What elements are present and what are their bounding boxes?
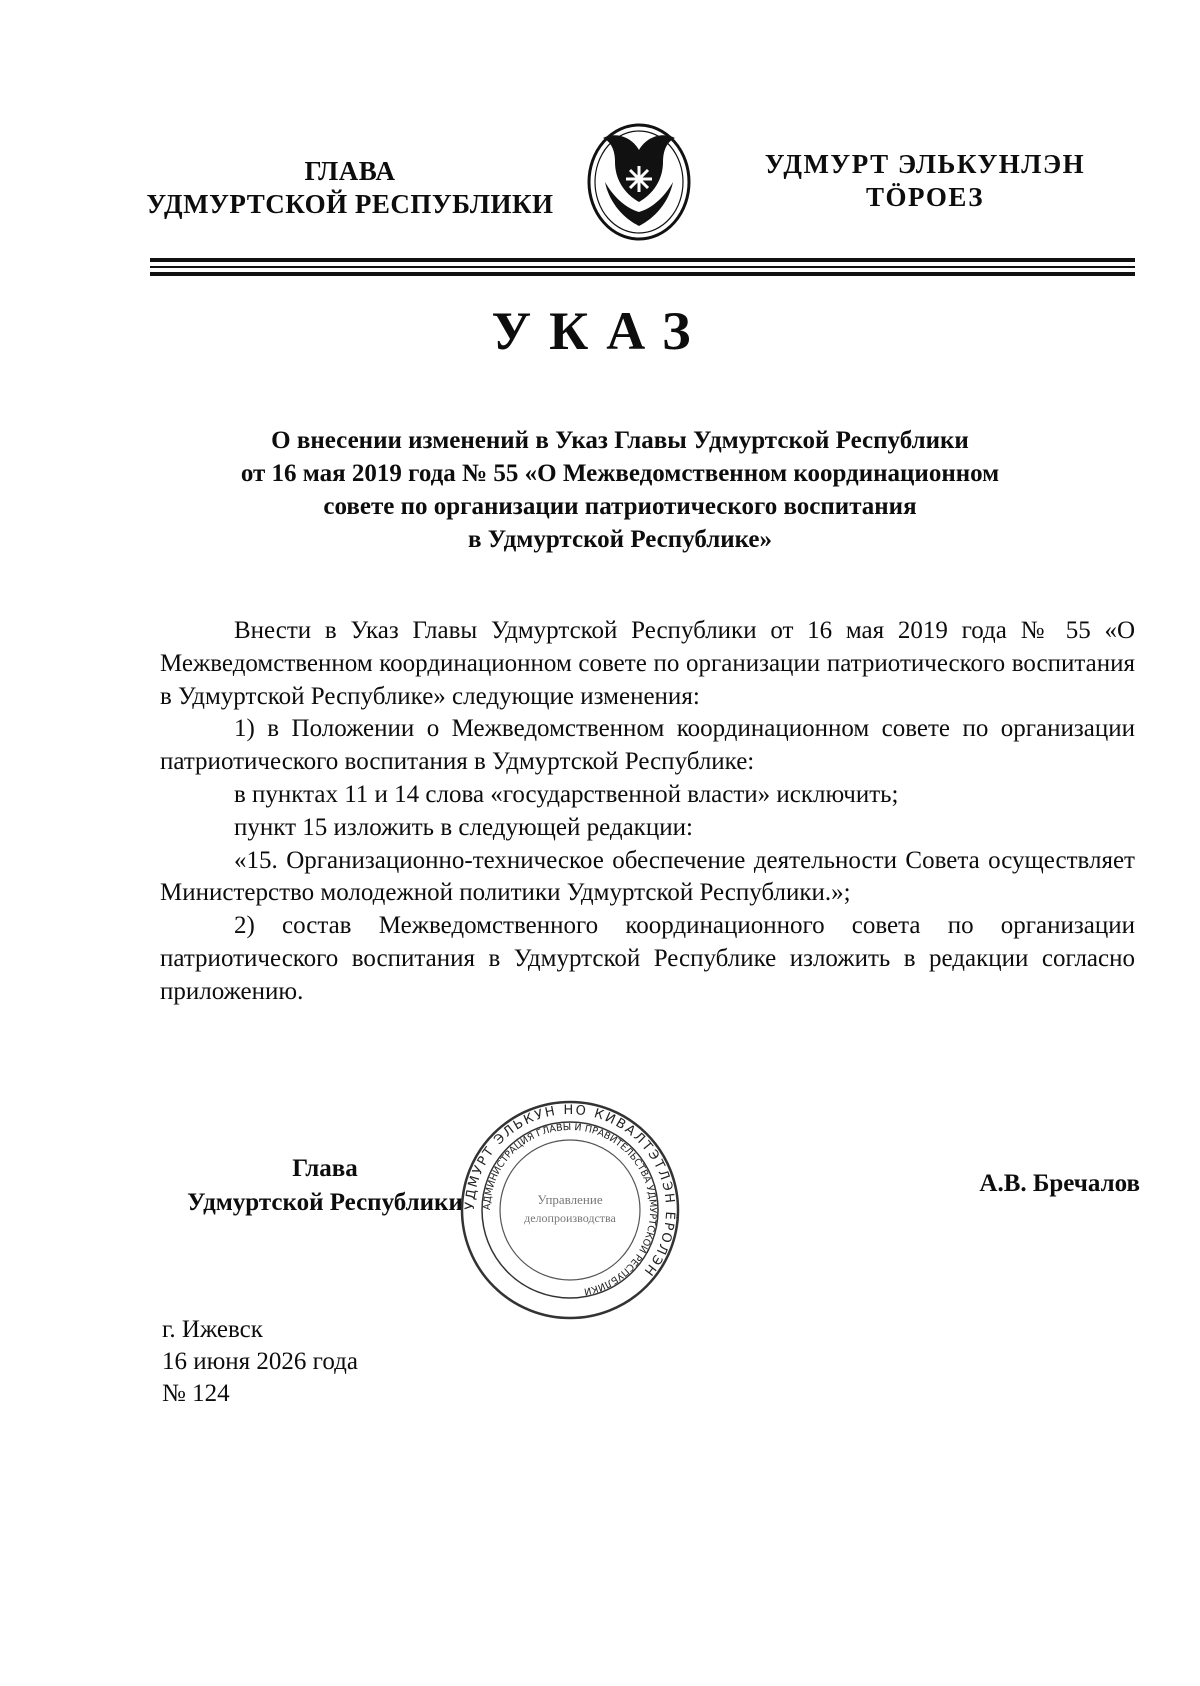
footer-city: г. Ижевск	[162, 1316, 263, 1343]
document-title: УКАЗ	[491, 301, 709, 361]
signatory-position-line2: Удмуртской Республики	[187, 1189, 463, 1216]
subject-line-4: в Удмуртской Республике»	[467, 526, 773, 553]
header-rule-thick-top	[150, 258, 1135, 262]
body-paragraph-intro: Внести в Указ Главы Удмуртской Республики от 16 мая 2019 года № 55 «О Межведомственном координационном совете по организации патриотического воспитания в Удмуртской Республике» следующие изменения:	[160, 617, 1135, 710]
svg-text:АДМИНИСТРАЦИЯ ГЛАВЫ И ПРАВИТЕЛ	[482, 1122, 658, 1297]
stamp-outer-text: УДМУРТ ЭЛЬКУН НО КИВАЛТЭТЛЭН ЁРОЛЭН	[462, 1102, 678, 1280]
document-body	[160, 615, 1135, 1009]
signatory-position-line1: Глава	[292, 1155, 358, 1182]
header-left-line2: УДМУРТСКОЙ РЕСПУБЛИКИ	[146, 189, 554, 219]
header-left-line1: ГЛАВА	[304, 156, 396, 186]
body-paragraph-quote: «15. Организационно-техническое обеспечение деятельности Совета осуществляет Министерство молодежной политики Удмуртской Республики.»;	[160, 846, 1135, 907]
document-footer	[162, 1314, 562, 1410]
signatory-name: А.В. Бречалов	[979, 1170, 1140, 1197]
body-paragraph-points: в пунктах 11 и 14 слова «государственной власти» исключить;	[234, 780, 899, 808]
subject-line-2: от 16 мая 2019 года № 55 «О Межведомственном координационном	[240, 460, 1000, 487]
coat-of-arms-emblem	[585, 122, 693, 242]
header-rule-thick-bottom	[150, 272, 1135, 276]
header-right	[730, 148, 1120, 214]
header-right-line2: ТÖРОЕЗ	[866, 182, 984, 212]
official-stamp	[458, 1098, 682, 1322]
header-right-line1: УДМУРТ ЭЛЬКУНЛЭН	[764, 149, 1086, 179]
header-rule-thin	[150, 266, 1135, 268]
body-paragraph-point-15: пункт 15 изложить в следующей редакции:	[234, 813, 693, 841]
stamp-center-line1: Управление	[537, 1192, 603, 1207]
footer-number: № 124	[162, 1380, 230, 1407]
subject-line-3: совете по организации патриотического воспитания	[323, 493, 917, 520]
stamp-center-line2: делопроизводства	[524, 1211, 616, 1225]
stamp-inner-ring-text: АДМИНИСТРАЦИЯ ГЛАВЫ И ПРАВИТЕЛЬСТВА УДМУРТСКОЙ РЕСПУБЛИКИ	[481, 1121, 659, 1297]
footer-date: 16 июня 2026 года	[162, 1348, 358, 1375]
subject-line-1: О внесении изменений в Указ Главы Удмуртской Республики	[271, 427, 969, 454]
header-left	[140, 155, 560, 221]
signatory-position	[160, 1152, 490, 1220]
body-paragraph-item-2: 2) состав Межведомственного координационного совета по организации патриотического воспитания в Удмуртской Республике изложить в редакции согласно приложению.	[160, 912, 1135, 1005]
body-paragraph-item-1: 1) в Положении о Межведомственном координационном совете по организации патриотического воспитания в Удмуртской Республике:	[160, 715, 1135, 776]
document-subject	[160, 424, 1080, 556]
